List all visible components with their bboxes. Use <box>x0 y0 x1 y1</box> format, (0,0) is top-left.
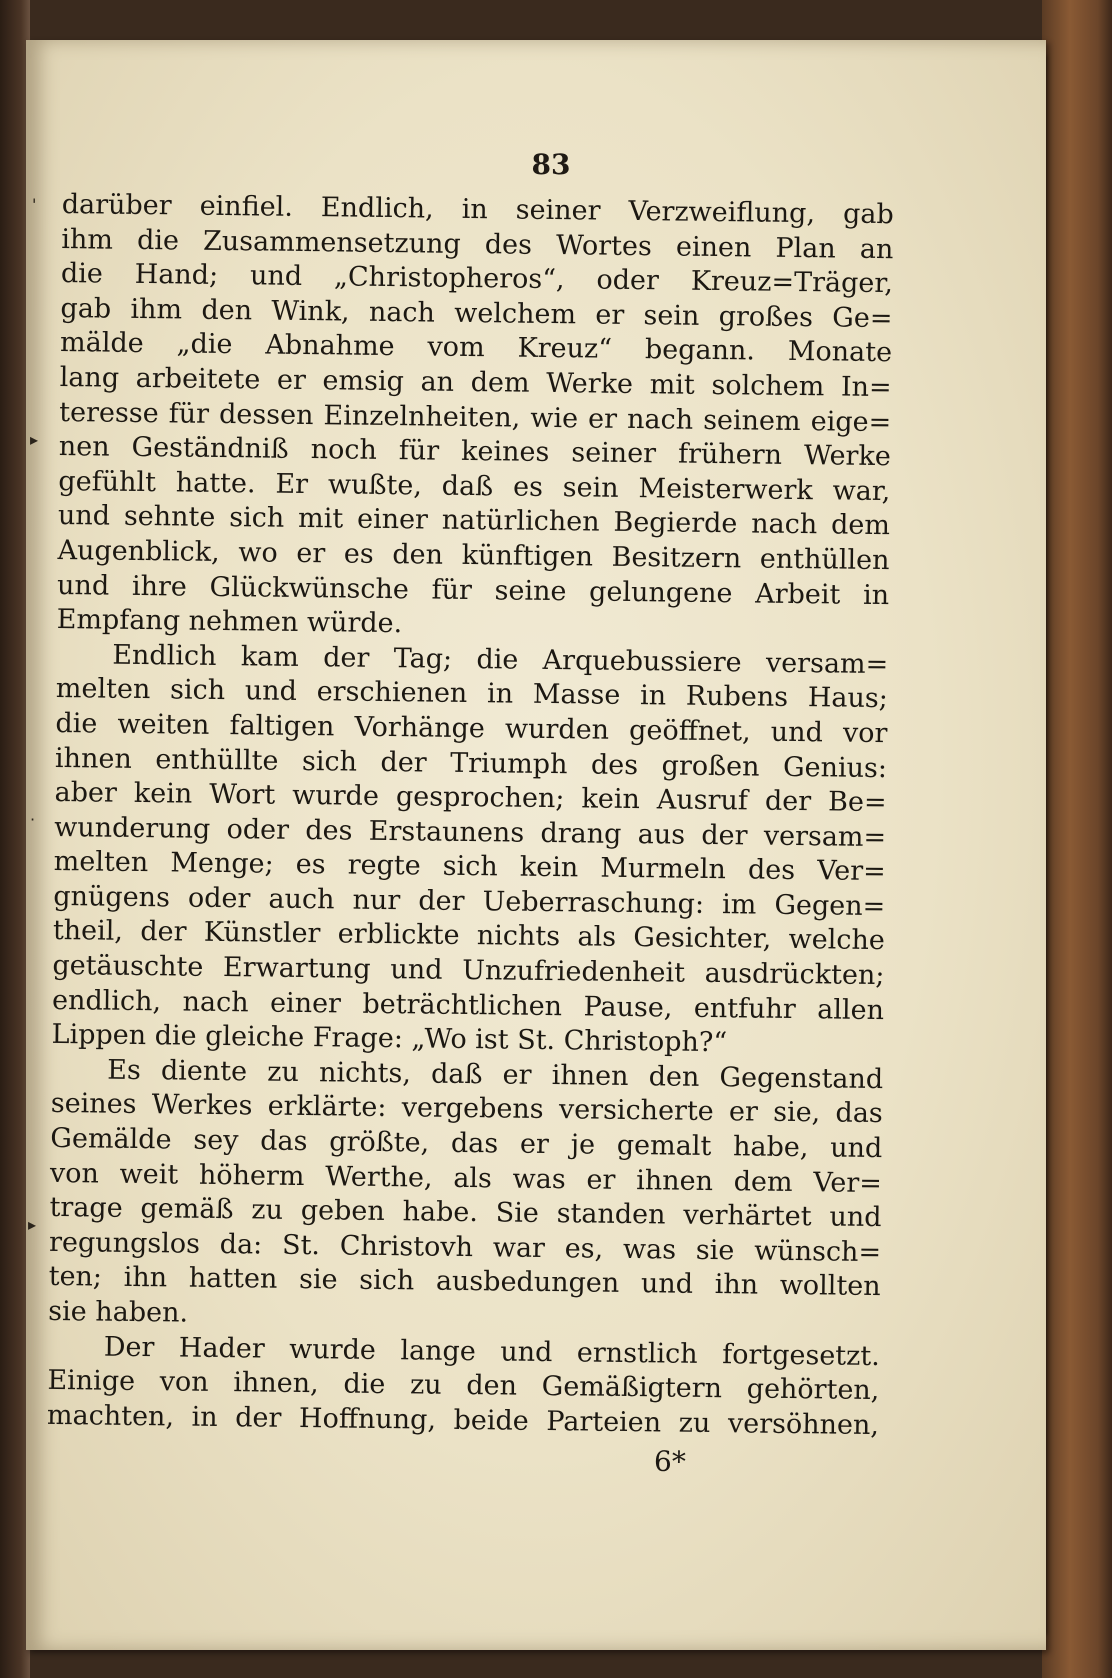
page-number: 83 <box>531 148 571 181</box>
text-line: ten; ihn hatten sie sich ausbedungen und ihn wollten <box>48 1261 881 1303</box>
margin-mark: ' <box>32 195 37 214</box>
book-page <box>26 40 1046 1650</box>
text-line: teresse für dessen Einzelnheiten, wie er nach seinem eige= <box>59 396 892 438</box>
text-line: Augenblick, wo er es den künftigen Besitzern enthüllen <box>57 534 890 577</box>
text-line: Gemälde sey das größte, das er je gemalt habe, und <box>50 1122 883 1165</box>
text-line: nen Geständniß noch für keines seiner frühern Werke <box>58 431 891 473</box>
text-line: von weit höherm Werthe, als was er ihnen dem Ver= <box>49 1157 883 1199</box>
text-line: trage gemäß zu geben habe. Sie standen verhärtet und <box>49 1192 882 1234</box>
text-line: gab ihm den Wink, nach welchem er sein großes Ge= <box>60 292 893 334</box>
text-line: Der Hader wurde lange und ernstlich fortgesetzt. <box>103 1331 880 1372</box>
text-line: lang arbeitete er emsig an dem Werke mit solchem In= <box>59 361 892 404</box>
text-line: die weiten faltigen Vorhänge wurden geöffnet, und vor <box>55 707 888 750</box>
text-line: sie haben. <box>48 1295 189 1329</box>
text-line: gnügens oder auch nur der Ueberraschung: im Gegen= <box>53 880 886 922</box>
text-line: und sehnte sich mit einer natürlichen Begierde nach dem <box>57 500 891 542</box>
text-line: melten Menge; es regte sich kein Murmeln des Ver= <box>53 846 886 888</box>
text-line: getäuschte Erwartung und Unzufriedenheit ausdrückten; <box>52 950 885 992</box>
margin-mark: · <box>30 810 36 829</box>
text-line: ihm die Zusammensetzung des Wortes einen Plan an <box>61 223 894 265</box>
printer-signature: 6* <box>653 1444 687 1479</box>
text-line: machten, in der Hoffnung, beide Parteien zu versöhnen, <box>46 1399 880 1441</box>
text-line: regungslos da: St. Christovh war es, was sie wünsch= <box>48 1226 882 1268</box>
book-cover-right <box>1042 0 1112 1678</box>
text-line: theil, der Künstler erblickte nichts als Gesichter, welche <box>52 915 886 957</box>
text-line: Empfang nehmen würde. <box>56 604 403 640</box>
text-line: melten sich und erschienen in Masse in Rubens Haus; <box>55 673 889 715</box>
text-line: Es diente zu nichts, daß er ihnen den Gegenstand <box>107 1054 884 1095</box>
text-line: Endlich kam der Tag; die Arquebussiere versam= <box>112 639 889 680</box>
text-line: endlich, nach einer beträchtlichen Pause, entfuhr allen <box>51 984 885 1026</box>
text-line: ihnen enthüllte sich der Triumph des großen Genius: <box>54 742 888 784</box>
text-line: Einige von ihnen, die zu den Gemäßigtern gehörten, <box>47 1365 880 1407</box>
margin-mark: ▸ <box>28 1215 37 1234</box>
text-line: darüber einfiel. Endlich, in seiner Verzweiflung, gab <box>61 188 894 231</box>
text-line: gefühlt hatte. Er wußte, daß es sein Meisterwerk war, <box>58 465 891 507</box>
text-line: seines Werkes erklärte: vergebens versicherte er sie, das <box>50 1088 883 1130</box>
margin-mark: ▸ <box>30 430 39 449</box>
text-line: mälde „die Abnahme vom Kreuz“ begann. Monate <box>59 327 893 369</box>
page-body-text <box>47 188 894 1443</box>
text-line: die Hand; und „Christopheros“, oder Kreuz=Träger, <box>60 258 894 300</box>
text-line: aber kein Wort wurde gesprochen; kein Ausruf der Be= <box>54 777 887 819</box>
text-line: und ihre Glückwünsche für seine gelungene Arbeit in <box>56 569 890 611</box>
text-line: Lippen die gleiche Frage: „Wo ist St. Christoph?“ <box>51 1019 728 1059</box>
text-line: wunderung oder des Erstaunens drang aus der versam= <box>54 811 887 853</box>
